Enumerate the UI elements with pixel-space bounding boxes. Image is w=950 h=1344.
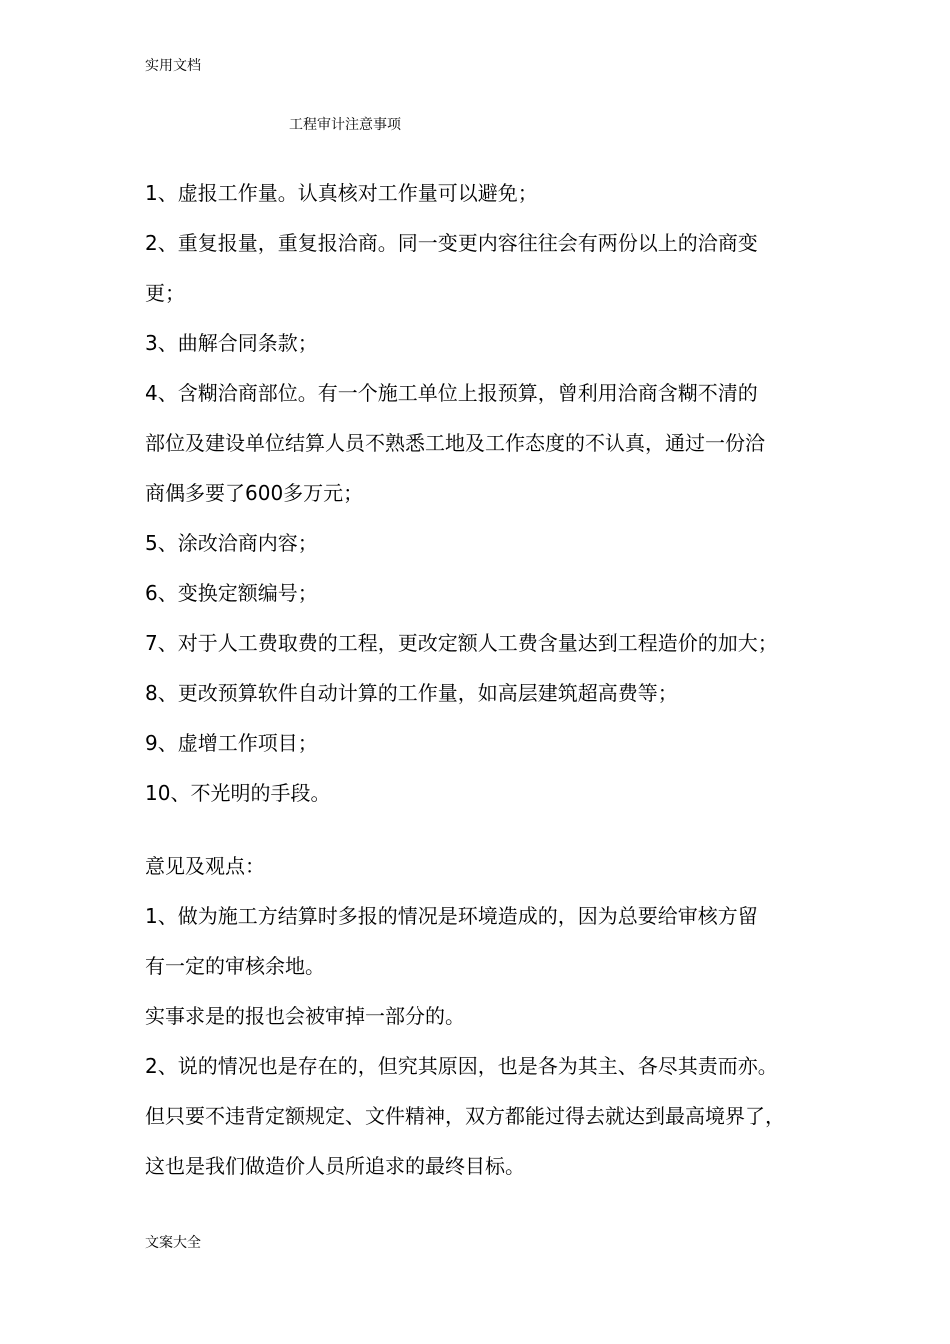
list-item: 部位及建设单位结算人员不熟悉工地及工作态度的不认真，通过一份洽 [145,431,765,455]
document-title: 工程审计注意事项 [289,117,401,133]
paragraph-line: 这也是我们做造价人员所追求的最终目标。 [145,1154,525,1178]
list-item: 10、不光明的手段。 [145,781,331,805]
issues-list [145,168,835,818]
paragraph-line: 1、做为施工方结算时多报的情况是环境造成的，因为总要给审核方留 [145,904,758,928]
page-footer: 文案大全 [145,1235,201,1251]
list-item: 9、虚增工作项目； [145,731,318,755]
list-item: 更； [145,281,185,305]
paragraph-line: 有一定的审核余地。 [145,954,325,978]
list-item: 商偶多要了600多万元； [145,481,364,505]
opinions-section [145,841,835,1191]
list-item: 2、重复报量，重复报洽商。同一变更内容往往会有两份以上的洽商变 [145,231,758,255]
list-item: 1、虚报工作量。认真核对工作量可以避免； [145,181,538,205]
list-item: 3、曲解合同条款； [145,331,318,355]
list-item: 8、更改预算软件自动计算的工作量，如高层建筑超高费等； [145,681,678,705]
paragraph-line: 实事求是的报也会被审掉一部分的。 [145,1004,465,1028]
list-item: 6、变换定额编号； [145,581,318,605]
paragraph-line: 2、说的情况也是存在的，但究其原因，也是各为其主、各尽其责而亦。 [145,1054,778,1078]
section-heading: 意见及观点： [145,854,265,878]
list-item: 4、含糊洽商部位。有一个施工单位上报预算，曾利用洽商含糊不清的 [145,381,758,405]
list-item: 7、对于人工费取费的工程，更改定额人工费含量达到工程造价的加大； [145,631,778,655]
list-item: 5、涂改洽商内容； [145,531,318,555]
paragraph-line: 但只要不违背定额规定、文件精神，双方都能过得去就达到最高境界了， [145,1104,785,1128]
page-header: 实用文档 [145,58,201,74]
